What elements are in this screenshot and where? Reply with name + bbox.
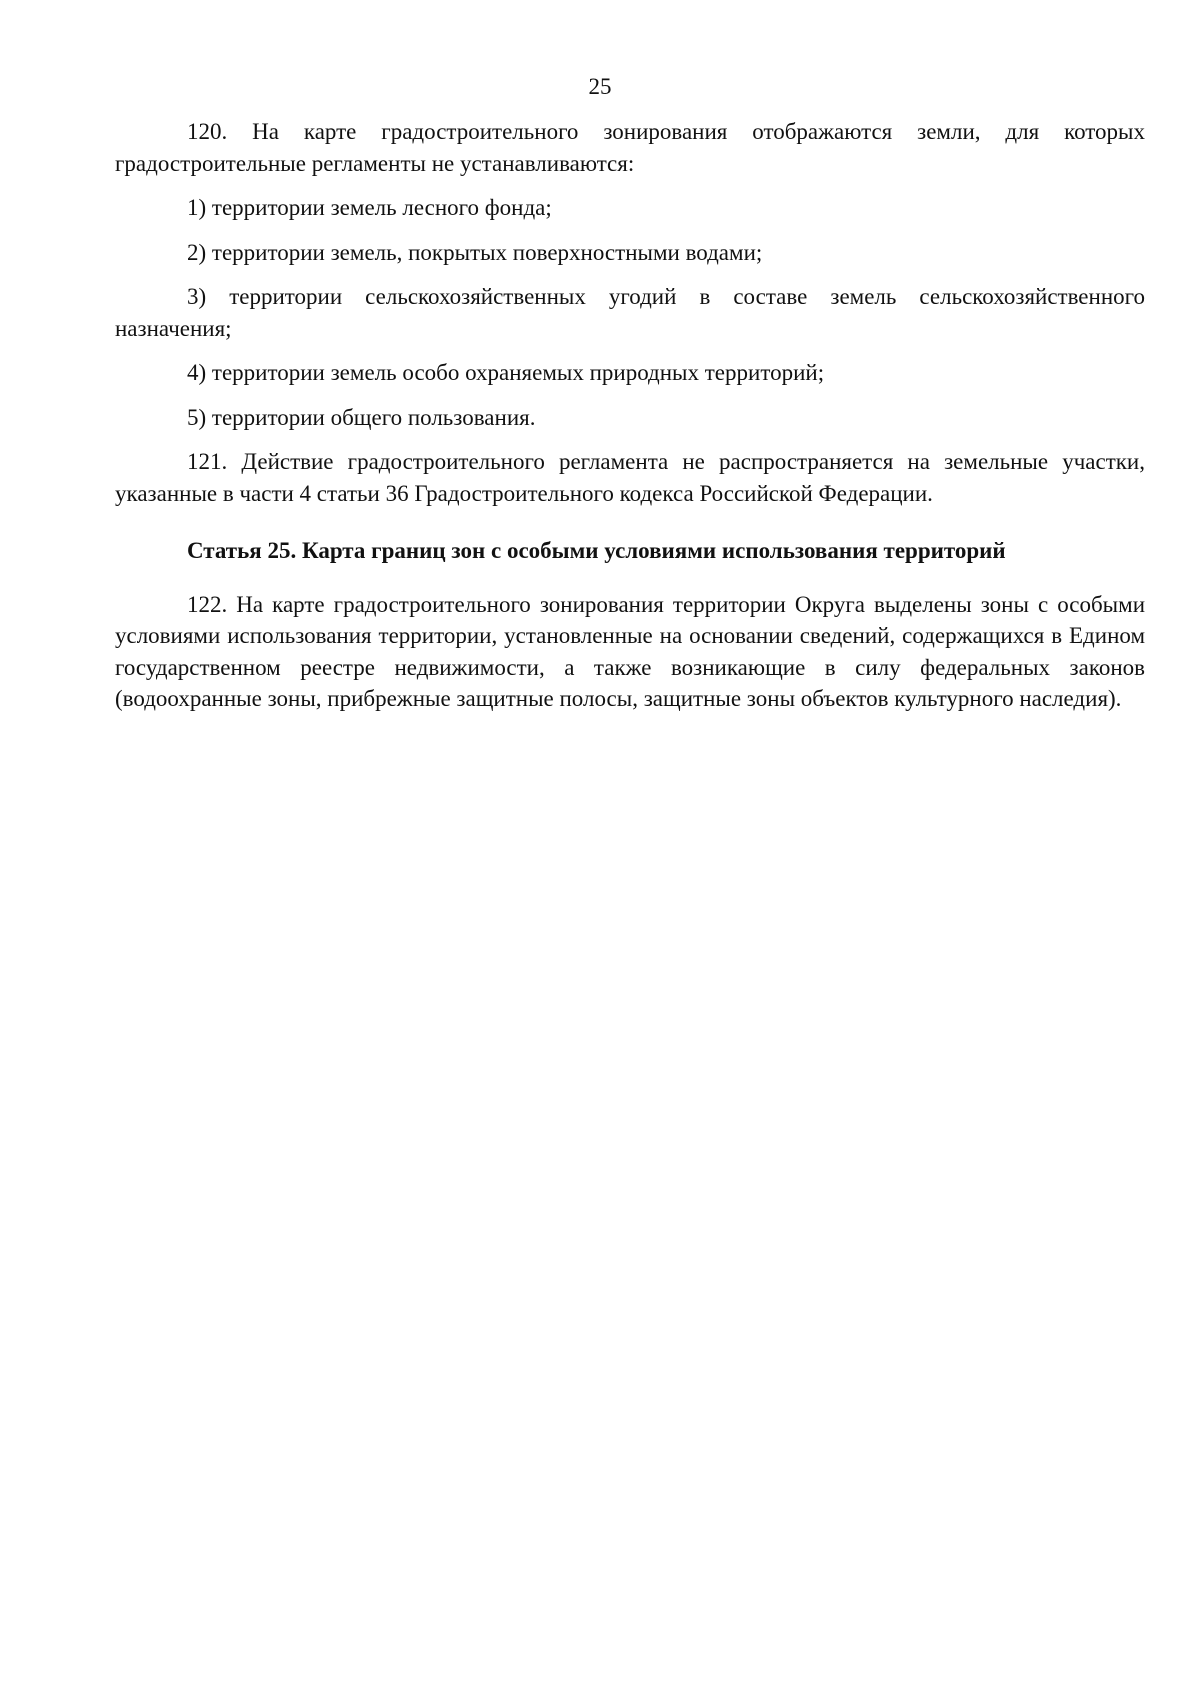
- list-item-3: 3) территории сельскохозяйственных угодий в составе земель сельскохозяйственного назначения;: [115, 284, 1145, 341]
- page-content: [115, 116, 1145, 728]
- paragraph-121: 121. Действие градостроительного регламента не распространяется на земельные участки, указанные в части 4 статьи 36 Градостроительного кодекса Российской Федерации.: [115, 449, 1145, 506]
- paragraph-122: 122. На карте градостроительного зонирования территории Округа выделены зоны с особыми условиями использования территории, установленные на основании сведений, содержащихся в Едином государственном реестре недвижимости, а также возникающие в силу федеральных законов (водоохранные зоны, прибрежные защитные полосы, защитные зоны объектов культурного наследия).: [115, 591, 1145, 711]
- article-heading: Статья 25. Карта границ зон с особыми условиями использования территорий: [187, 538, 1006, 563]
- list-item-1: 1) территории земель лесного фонда;: [187, 195, 552, 220]
- list-item-2: 2) территории земель, покрытых поверхностными водами;: [187, 239, 763, 265]
- list-item-4: 4) территории земель особо охраняемых природных территорий;: [187, 360, 825, 385]
- paragraph-120: 120. На карте градостроительного зонирования отображаются земли, для которых градостроительные регламенты не устанавливаются:: [115, 119, 1145, 176]
- page-number: 25: [588, 74, 612, 99]
- list-item-5: 5) территории общего пользования.: [187, 404, 536, 430]
